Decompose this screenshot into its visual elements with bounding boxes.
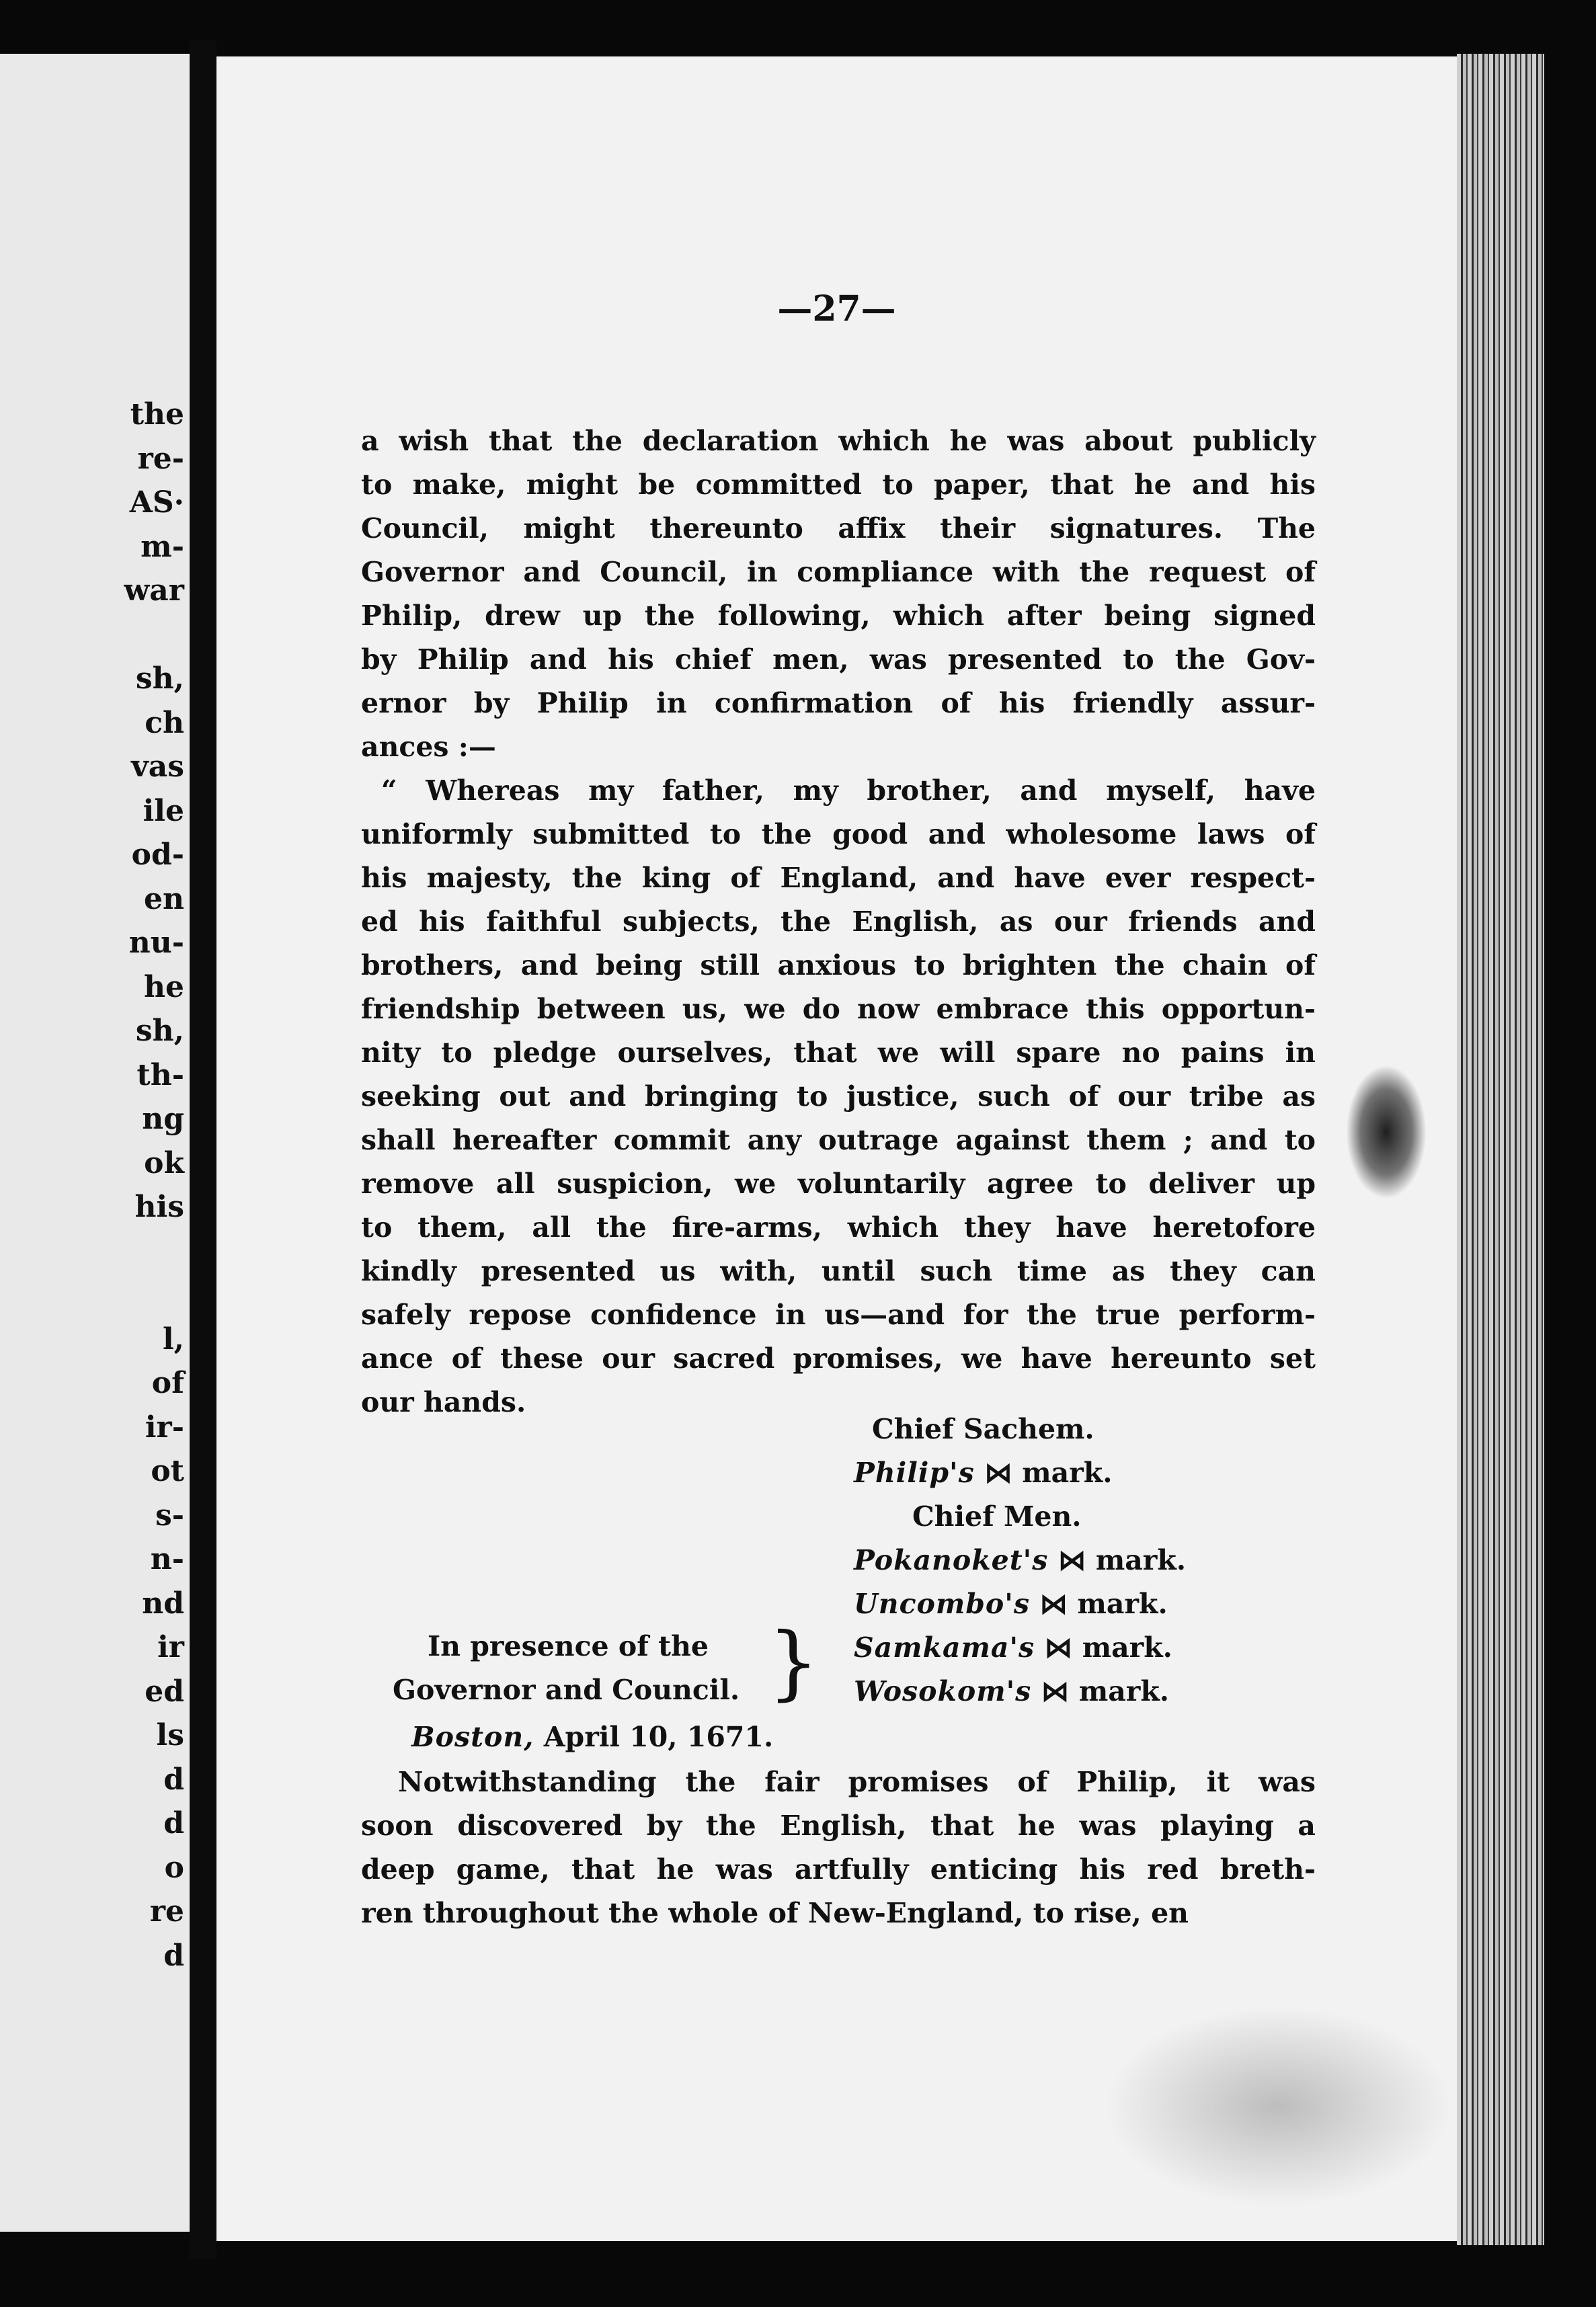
- text-line: Notwithstanding the fair promises of Philip, it was: [398, 1766, 1316, 1798]
- text-line: remove all suspicion, we voluntarily agree to deliver up: [361, 1168, 1316, 1200]
- text-line: by Philip and his chief men, was presented to the Gov-: [361, 643, 1316, 676]
- mark-word: mark.: [1022, 1457, 1113, 1489]
- mark-word: mark.: [1077, 1588, 1168, 1620]
- previous-page-fragment: m-: [141, 529, 184, 564]
- text-line: uniformly submitted to the good and wholesome laws of: [361, 818, 1316, 850]
- previous-page-fragment: ls: [156, 1718, 184, 1752]
- text-line: nity to pledge ourselves, that we will spare no pains in: [361, 1037, 1316, 1069]
- text-line: a wish that the declaration which he was about publicly: [361, 425, 1316, 457]
- witness-line-2: Governor and Council.: [393, 1674, 740, 1706]
- text-line: ances :—: [361, 731, 496, 763]
- previous-page-edge: [0, 54, 190, 2232]
- previous-page-fragment: his: [134, 1190, 184, 1224]
- signatory-name: Samkama's: [854, 1631, 1035, 1664]
- book-gutter: [190, 40, 216, 2259]
- mark-word: mark.: [1095, 1544, 1187, 1576]
- previous-page-fragment: he: [144, 969, 184, 1004]
- text-line: ren throughout the whole of New-England, to rise, en: [361, 1897, 1189, 1929]
- previous-page-fragment: AS·: [129, 485, 184, 520]
- signatory-name: Pokanoket's: [854, 1544, 1049, 1576]
- previous-page-fragment: en: [144, 881, 184, 916]
- previous-page-fragment: s-: [155, 1498, 184, 1533]
- paragraph-conclusion: [361, 1760, 1316, 1935]
- page-edges: [1457, 54, 1544, 2245]
- previous-page-fragment: nu-: [128, 926, 184, 960]
- previous-page-fragment: the: [130, 397, 184, 432]
- page-number: —27—: [777, 288, 896, 329]
- text-line: soon discovered by the English, that he was playing a: [361, 1810, 1316, 1842]
- text-line: Council, might thereunto affix their signatures. The: [361, 512, 1316, 544]
- previous-page-fragment: d: [163, 1762, 184, 1797]
- text-line: ernor by Philip in confirmation of his friendly assur-: [361, 687, 1316, 719]
- mark-word: mark.: [1082, 1631, 1172, 1664]
- chief-man-signature: [854, 1670, 1169, 1713]
- previous-page-fragment: l,: [162, 1322, 184, 1357]
- dateline: [411, 1715, 773, 1759]
- previous-page-fragment: ng: [142, 1102, 184, 1136]
- signatory-name: Philip's: [854, 1457, 975, 1489]
- text-line: seeking out and bringing to justice, such of our tribe as: [361, 1080, 1316, 1112]
- text-line: friendship between us, we do now embrace this opportun-: [361, 993, 1316, 1025]
- text-line: brothers, and being still anxious to brighten the chain of: [361, 949, 1316, 981]
- text-line: our hands.: [361, 1386, 526, 1418]
- ink-smudge: [1346, 1065, 1427, 1199]
- previous-page-fragment: d: [163, 1938, 184, 1973]
- previous-page-fragment: re: [149, 1894, 184, 1929]
- chief-man-signature: [854, 1626, 1172, 1670]
- declaration-text: [361, 769, 1316, 1424]
- dateline-date: April 10, 1671.: [543, 1721, 774, 1753]
- text-line: to them, all the fire-arms, which they have heretofore: [361, 1211, 1316, 1244]
- previous-page-fragment: sh,: [135, 661, 184, 696]
- text-line: ance of these our sacred promises, we have hereunto set: [361, 1342, 1316, 1375]
- previous-page-fragment: ir: [157, 1630, 184, 1664]
- previous-page-fragment: nd: [142, 1586, 184, 1621]
- text-line: ed his faithful subjects, the English, as our friends and: [361, 905, 1316, 938]
- previous-page-fragment: ch: [145, 705, 184, 740]
- paper-stain: [1104, 2006, 1453, 2208]
- text-line: shall hereafter commit any outrage against them ; and to: [361, 1124, 1316, 1156]
- text-line: deep game, that he was artfully enticing his red breth-: [361, 1853, 1316, 1886]
- chief-men-heading: Chief Men.: [912, 1500, 1082, 1533]
- text-line: kindly presented us with, until such time as they can: [361, 1255, 1316, 1287]
- mark-symbol: ⋈: [1044, 1631, 1072, 1664]
- previous-page-fragment: ir-: [145, 1410, 184, 1445]
- previous-page-fragment: od-: [131, 838, 184, 872]
- witness-brace: }: [768, 1616, 820, 1709]
- mark-symbol: ⋈: [1041, 1675, 1070, 1707]
- previous-page-fragment: re-: [137, 441, 184, 476]
- previous-page-fragment: vas: [131, 750, 184, 784]
- signatory-name: Wosokom's: [854, 1675, 1032, 1707]
- previous-page-fragment: ot: [151, 1454, 184, 1488]
- previous-page-fragment: ed: [145, 1674, 184, 1709]
- text-line: Philip, drew up the following, which after being signed: [361, 600, 1316, 632]
- mark-symbol: ⋈: [984, 1457, 1012, 1489]
- text-line: to make, might be committed to paper, that he and his: [361, 469, 1316, 501]
- chief-sachem-signature: [854, 1451, 1112, 1495]
- witness-line-1: In presence of the: [428, 1630, 709, 1662]
- previous-page-fragment: o: [164, 1850, 184, 1885]
- mark-symbol: ⋈: [1039, 1588, 1068, 1620]
- text-line: safely repose confidence in us—and for the true perform-: [361, 1299, 1316, 1331]
- previous-page-fragment: th-: [136, 1057, 184, 1092]
- previous-page-fragment: war: [124, 573, 184, 608]
- dateline-place: Boston,: [411, 1721, 534, 1753]
- mark-symbol: ⋈: [1058, 1544, 1086, 1576]
- chief-man-signature: [854, 1539, 1186, 1582]
- previous-page-fragment: n-: [150, 1542, 184, 1576]
- previous-page-fragment: ile: [143, 793, 184, 828]
- text-line: his majesty, the king of England, and have ever respect-: [361, 862, 1316, 894]
- text-line: Governor and Council, in compliance with the request of: [361, 556, 1316, 588]
- chief-man-signature: [854, 1582, 1168, 1626]
- signatory-name: Uncombo's: [854, 1588, 1030, 1620]
- chief-sachem-heading: Chief Sachem.: [872, 1413, 1094, 1445]
- previous-page-fragment: ok: [144, 1145, 184, 1180]
- previous-page-fragment: sh,: [135, 1014, 184, 1048]
- book-page: [216, 56, 1457, 2241]
- previous-page-fragment: d: [163, 1806, 184, 1840]
- text-line: “ Whereas my father, my brother, and myself, have: [381, 774, 1316, 807]
- paragraph-intro: [361, 419, 1316, 769]
- previous-page-fragment: of: [151, 1366, 184, 1400]
- mark-word: mark.: [1078, 1675, 1170, 1707]
